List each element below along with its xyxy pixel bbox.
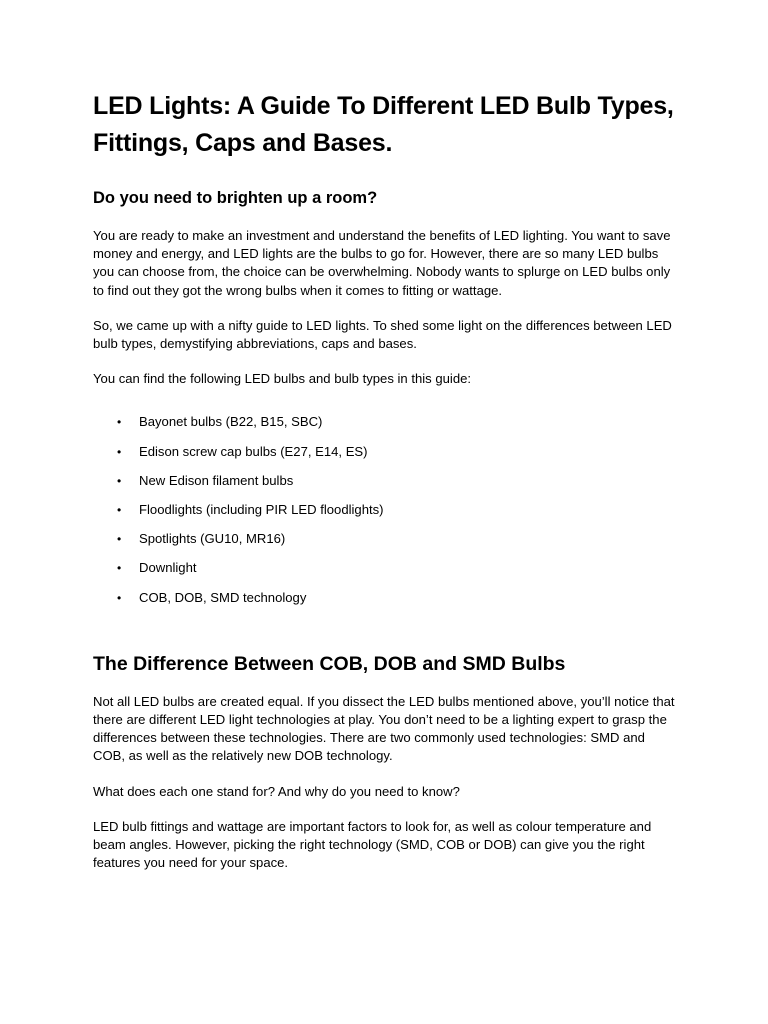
list-item-text: Bayonet bulbs (B22, B15, SBC) [139, 414, 323, 430]
bullet-icon: • [117, 444, 122, 459]
list-item-text: Floodlights (including PIR LED floodlights) [139, 501, 384, 517]
section-heading: The Difference Between COB, DOB and SMD Bulbs [93, 652, 566, 675]
section-paragraph: LED bulb fittings and wattage are important factors to look for, as well as colour temperature and beam angles. However, picking the right technology (SMD, COB or DOB) can give you the right features you need for your space. [93, 818, 652, 871]
intro-paragraph: You are ready to make an investment and understand the benefits of LED lighting. You want to save money and energy, and LED lights are the bulbs to go for. However, there are so many LED bulbs you can choose from, the choice can be overwhelming. Nobody wants to splurge on LED bulbs only to find out they got the wrong bulbs when it comes to fitting or wattage. [93, 228, 671, 298]
bullet-icon: • [117, 561, 122, 576]
document-title: LED Lights: A Guide To Different LED Bulb Types, Fittings, Caps and Bases. [93, 92, 674, 157]
list-item [93, 472, 675, 490]
list-item-text: New Edison filament bulbs [139, 472, 294, 488]
section-paragraph: What does each one stand for? And why do you need to know? [93, 783, 460, 799]
list-item-text: Spotlights (GU10, MR16) [139, 531, 286, 547]
list-item [93, 530, 675, 548]
list-item [93, 589, 675, 607]
list-item-text: Downlight [139, 560, 197, 576]
list-item [93, 559, 675, 577]
bulb-types-list [93, 413, 675, 606]
intro-paragraph: You can find the following LED bulbs and bulb types in this guide: [93, 371, 472, 387]
list-item-text: COB, DOB, SMD technology [139, 589, 307, 605]
document-content [93, 88, 675, 872]
bullet-icon: • [117, 590, 122, 605]
intro-paragraph: So, we came up with a nifty guide to LED lights. To shed some light on the differences between LED bulb types, demystifying abbreviations, caps and bases. [93, 317, 672, 352]
document-subtitle: Do you need to brighten up a room? [93, 189, 378, 207]
list-item [93, 501, 675, 519]
bullet-icon: • [117, 415, 122, 430]
list-item [93, 443, 675, 461]
list-item [93, 413, 675, 431]
section-paragraph: Not all LED bulbs are created equal. If you dissect the LED bulbs mentioned above, you’ll notice that there are different LED light technologies at play. You don’t need to be a lighting expert to grasp the differences between these technologies. There are two commonly used technologies: SMD and COB, as well as the relatively new DOB technology. [93, 693, 675, 764]
list-item-text: Edison screw cap bulbs (E27, E14, ES) [139, 443, 368, 459]
bullet-icon: • [117, 473, 122, 488]
bullet-icon: • [117, 532, 122, 547]
bullet-icon: • [117, 502, 122, 517]
